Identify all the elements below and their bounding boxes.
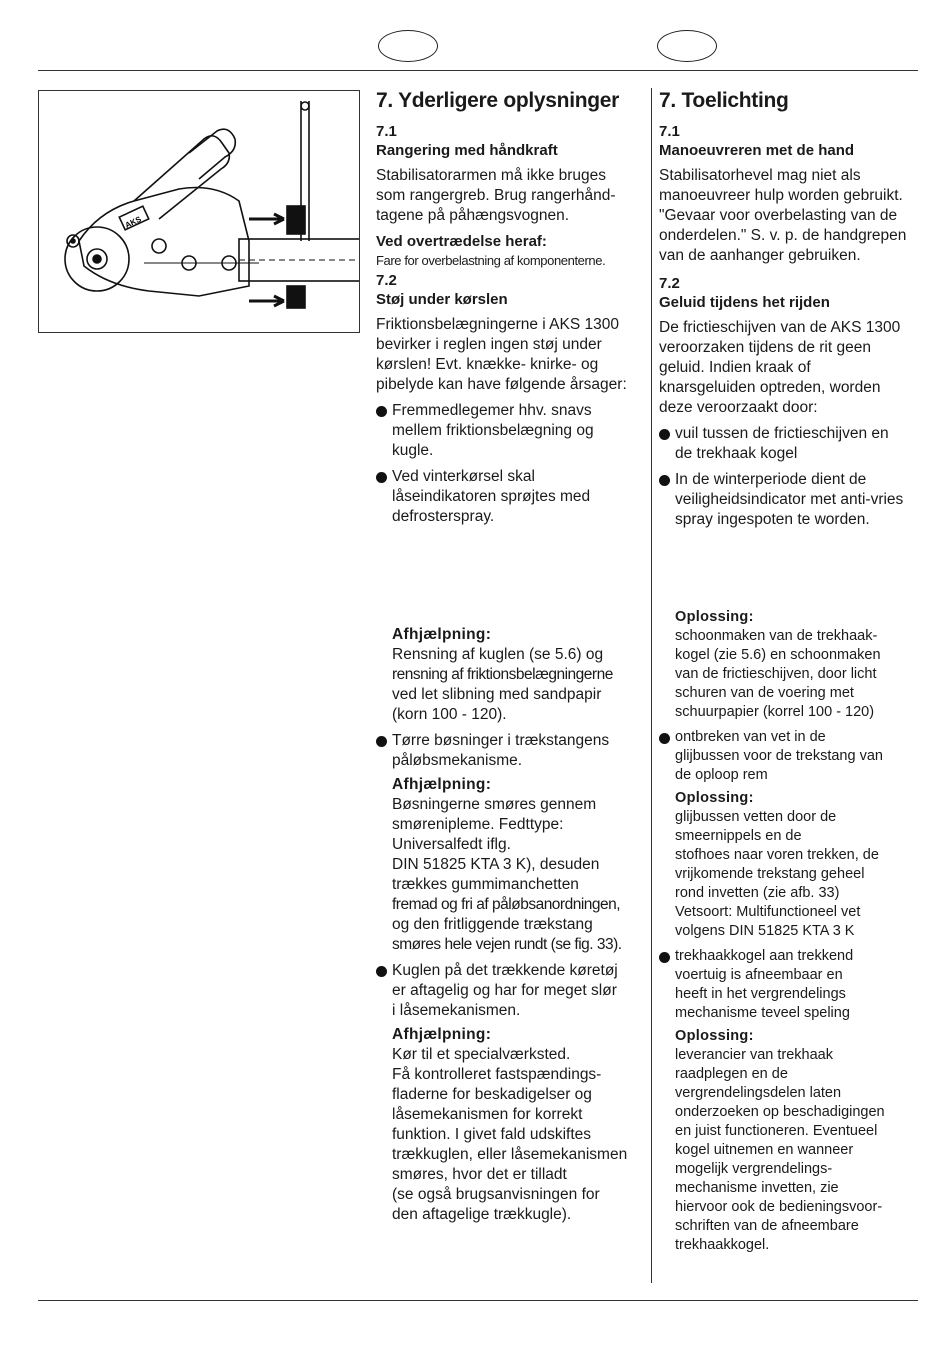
text-line: i låsemekanismen.	[392, 1002, 521, 1019]
danish-section-7-2-title: Støj under kørslen	[376, 291, 508, 308]
danish-heading: 7. Yderligere oplysninger	[376, 89, 620, 112]
aks-logo: AKS	[123, 214, 143, 230]
dutch-heading: 7. Toelichting	[659, 89, 789, 112]
text-line: rensning af friktionsbelægningerne	[392, 666, 613, 683]
text-line: voertuig is afneembaar en	[675, 967, 843, 983]
text-line: mechanisme teveel speling	[675, 1005, 850, 1021]
danish-cause-3	[376, 731, 648, 771]
text-line: (korn 100 - 120).	[392, 706, 507, 723]
dutch-column	[659, 88, 921, 1255]
text-line: schuurpapier (korrel 100 - 120)	[675, 704, 875, 720]
text-line: van de frictieschijven, door licht	[675, 666, 877, 682]
text-line: manoeuvreer hulp worden gebruikt.	[659, 187, 903, 204]
text-line: kørslen! Evt. knække- knirke- og	[376, 356, 599, 373]
text-line: ved let slibning med sandpapir	[392, 686, 602, 703]
text-line: en juist functioneren. Eventueel	[675, 1123, 878, 1139]
text-line: schriften van de afneembare	[675, 1218, 859, 1234]
text-line: "Gevaar voor overbelasting van de	[659, 207, 898, 224]
dutch-cause-3	[659, 728, 921, 785]
text-line: smøres hele vejen rundt (se fig. 33).	[392, 936, 622, 953]
text-line: spray ingespoten te worden.	[675, 511, 870, 528]
text-line: (se også brugsanvisningen for	[392, 1186, 600, 1203]
remedy-label: Oplossing:	[675, 790, 754, 806]
text-line: vuil tussen de frictieschijven en	[675, 425, 889, 442]
dutch-section-7-1-number: 7.1	[659, 123, 680, 140]
text-line: hiervoor ook de bedieningsvoor-	[675, 1199, 883, 1215]
text-line: Få kontrolleret fastspændings-	[392, 1066, 602, 1083]
text-line: geluid. Indien kraak of	[659, 359, 811, 376]
text-line: heeft in het vergrendelings	[675, 986, 846, 1002]
text-line: onderzoeken op beschadigingen	[675, 1104, 885, 1120]
dutch-section-7-1-title: Manoeuvreren met de hand	[659, 142, 855, 159]
danish-warning-title: Ved overtrædelse heraf:	[376, 233, 547, 250]
dutch-remedy-1	[659, 608, 921, 722]
dutch-remedy-2	[659, 789, 921, 941]
text-line: deze veroorzaakt door:	[659, 399, 818, 416]
text-line: kogel (zie 5.6) en schoonmaken	[675, 647, 881, 663]
text-line: kogel uitnemen en wanneer	[675, 1142, 854, 1158]
text-line: trækkes gummimanchetten	[392, 876, 579, 893]
danish-section-7-1-title: Rangering med håndkraft	[376, 142, 558, 159]
text-line: Kør til et specialværksted.	[392, 1046, 571, 1063]
text-line: trekhaakkogel aan trekkend	[675, 948, 854, 964]
text-line: glijbussen vetten door de	[675, 809, 837, 825]
bottom-rule	[38, 1300, 918, 1301]
text-line: stofhoes naar voren trekken, de	[675, 847, 879, 863]
text-line: vergrendelingsdelen laten	[675, 1085, 842, 1101]
text-line: de trekhaak kogel	[675, 445, 798, 462]
text-line: Kuglen på det trækkende køretøj	[392, 962, 618, 979]
dutch-remedy-3	[659, 1027, 921, 1255]
text-line: og den fritliggende trækstang	[392, 916, 593, 933]
text-line: schuren van de voering met	[675, 685, 854, 701]
text-line: De frictieschijven van de AKS 1300	[659, 319, 901, 336]
danish-cause-2	[376, 467, 648, 527]
text-line: tagene på påhængsvognen.	[376, 207, 570, 224]
remedy-label: Afhjælpning:	[392, 776, 492, 793]
text-line: raadplegen en de	[675, 1066, 788, 1082]
text-line: Fremmedlegemer hhv. snavs	[392, 402, 592, 419]
dutch-section-7-1-body	[659, 166, 921, 266]
aks-coupling-drawing	[39, 91, 360, 333]
text-line: er aftagelig og har for meget slør	[392, 982, 617, 999]
text-line: veiligheidsindicator met anti-vries	[675, 491, 904, 508]
language-flag-oval-left	[378, 30, 438, 62]
text-line: påløbsmekanisme.	[392, 752, 523, 769]
text-line: glijbussen voor de trekstang van	[675, 748, 883, 764]
text-line: schoonmaken van de trekhaak-	[675, 628, 878, 644]
dutch-cause-2	[659, 470, 921, 530]
text-line: knarsgeluiden optreden, worden	[659, 379, 881, 396]
danish-section-7-1-number: 7.1	[376, 123, 397, 140]
text-line: defrosterspray.	[392, 508, 495, 525]
remedy-label: Oplossing:	[675, 1028, 754, 1044]
text-line: trekhaakkogel.	[675, 1237, 770, 1253]
text-line: mogelijk vergrendelings-	[675, 1161, 833, 1177]
text-line: leverancier van trekhaak	[675, 1047, 833, 1063]
language-flag-oval-right	[657, 30, 717, 62]
text-line: Rensning af kuglen (se 5.6) og	[392, 646, 604, 663]
text-line: Stabilisatorhevel mag niet als	[659, 167, 861, 184]
text-line: volgens DIN 51825 KTA 3 K	[675, 923, 855, 939]
danish-warning-body: Fare for overbelastning af komponenterne.	[376, 253, 606, 268]
top-rule	[38, 70, 918, 71]
text-line: Vetsoort: Multifunctioneel vet	[675, 904, 861, 920]
text-line: Tørre bøsninger i trækstangens	[392, 732, 610, 749]
text-line: vrijkomende trekstang geheel	[675, 866, 865, 882]
danish-section-7-2-number: 7.2	[376, 272, 397, 289]
text-line: smeernippels en de	[675, 828, 802, 844]
remedy-label: Oplossing:	[675, 609, 754, 625]
dutch-section-7-2-title: Geluid tijdens het rijden	[659, 294, 830, 311]
text-line: funktion. I givet fald udskiftes	[392, 1126, 592, 1143]
coupling-illustration	[38, 90, 360, 333]
text-line: rond invetten (zie afb. 33)	[675, 885, 840, 901]
danish-remedy-3	[376, 1025, 648, 1225]
remedy-label: Afhjælpning:	[392, 626, 492, 643]
text-line: Ved vinterkørsel skal	[392, 468, 535, 485]
danish-column	[376, 88, 648, 1225]
text-line: låseindikatoren sprøjtes med	[392, 488, 591, 505]
text-line: smørenipleme. Fedttype:	[392, 816, 564, 833]
danish-cause-1	[376, 401, 648, 461]
text-line: Friktionsbelægningerne i AKS 1300	[376, 316, 619, 333]
dutch-cause-4	[659, 947, 921, 1023]
text-line: veroorzaken tijdens de rit geen	[659, 339, 871, 356]
text-line: trækkuglen, eller låsemekanismen	[392, 1146, 628, 1163]
text-line: Stabilisatorarmen må ikke bruges	[376, 167, 607, 184]
text-line: som rangergreb. Brug rangerhånd-	[376, 187, 616, 204]
danish-section-7-1-body	[376, 166, 648, 226]
danish-section-7-2-body	[376, 315, 648, 395]
text-line: låsemekanismen for korrekt	[392, 1106, 583, 1123]
text-line: den aftagelige trækkugle).	[392, 1206, 572, 1223]
text-line: de oploop rem	[675, 767, 768, 783]
text-line: fladerne for beskadigelser og	[392, 1086, 592, 1103]
danish-cause-4	[376, 961, 648, 1021]
text-line: van de aanhanger gebruiken.	[659, 247, 861, 264]
text-line: onderdelen." S. v. p. de handgrepen	[659, 227, 907, 244]
text-line: fremad og fri af påløbsanordningen,	[392, 896, 621, 913]
danish-remedy-1	[376, 625, 648, 725]
danish-remedy-2	[376, 775, 648, 955]
text-line: DIN 51825 KTA 3 K), desuden	[392, 856, 600, 873]
text-line: pibelyde kan have følgende årsager:	[376, 376, 627, 393]
text-line: In de winterperiode dient de	[675, 471, 867, 488]
text-line: smøres, hvor det er tilladt	[392, 1166, 567, 1183]
dutch-section-7-2-number: 7.2	[659, 275, 680, 292]
text-line: mechanisme invetten, zie	[675, 1180, 839, 1196]
text-line: kugle.	[392, 442, 434, 459]
text-line: bevirker i reglen ingen støj under	[376, 336, 602, 353]
dutch-section-7-2-body	[659, 318, 921, 418]
text-line: ontbreken van vet in de	[675, 729, 826, 745]
text-line: Bøsningerne smøres gennem	[392, 796, 597, 813]
column-divider	[651, 88, 652, 1283]
text-line: Universalfedt iflg.	[392, 836, 511, 853]
text-line: mellem friktionsbelægning og	[392, 422, 594, 439]
dutch-cause-1	[659, 424, 921, 464]
remedy-label: Afhjælpning:	[392, 1026, 492, 1043]
